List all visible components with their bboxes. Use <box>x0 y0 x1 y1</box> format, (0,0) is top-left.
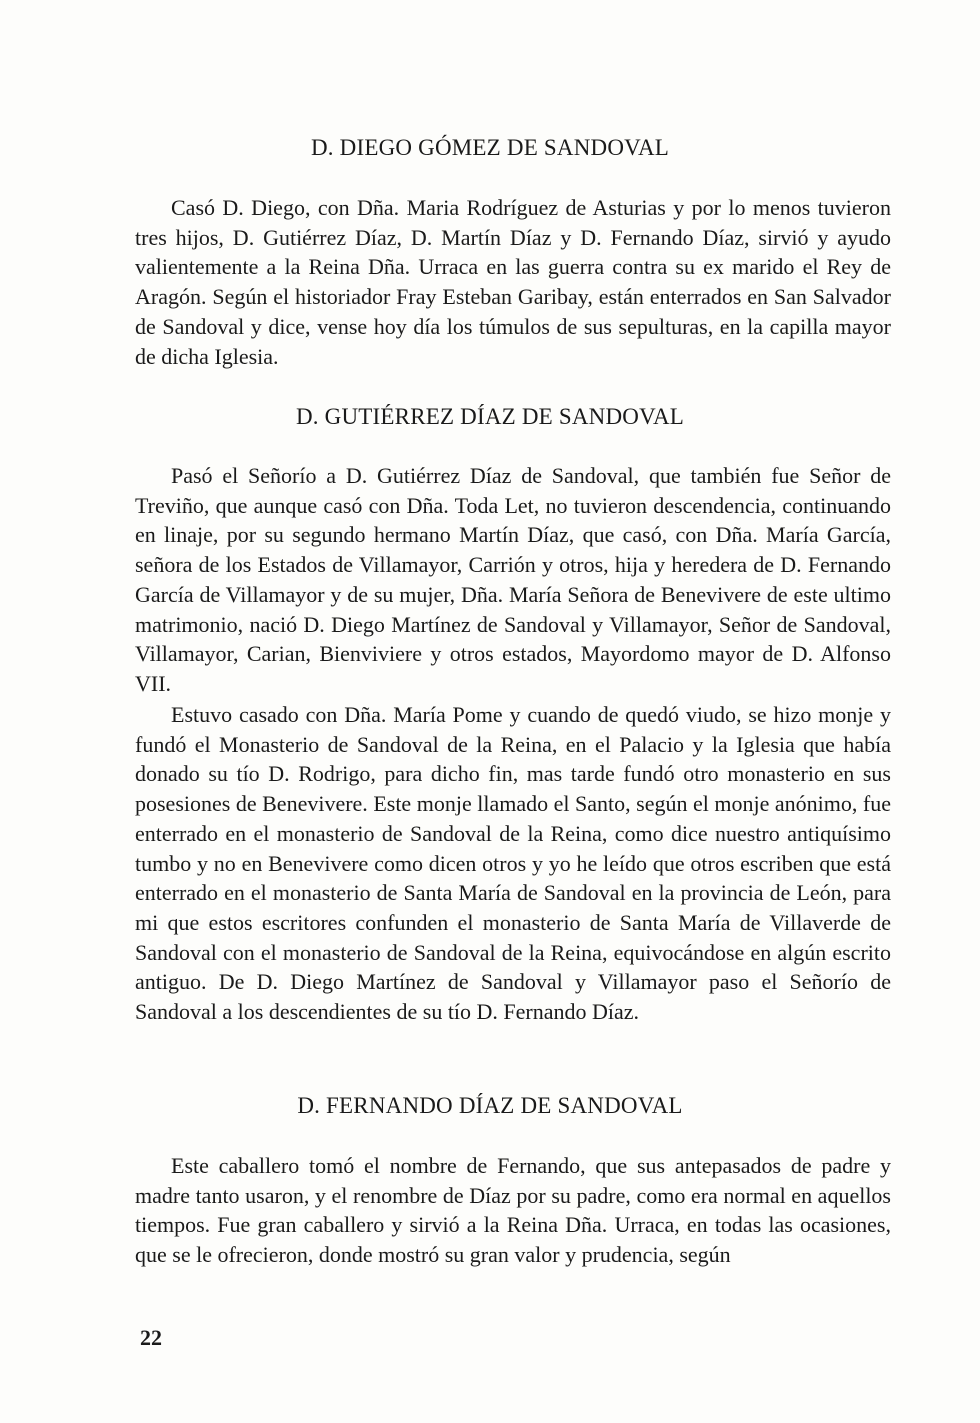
section-heading-fernando-diaz: D. FERNANDO DÍAZ DE SANDOVAL <box>297 1093 683 1118</box>
paragraph-gutierrez-diaz-2: Estuvo casado con Dña. María Pome y cuando de quedó viudo, se hizo monje y fundó el Monasterio de Sandoval de la Reina, en el Palacio y la Iglesia que había donado su tío D. Rodrigo, para dicho fin, mas tarde fundó otro monasterio en sus posesiones de Benevivere. Este monje llamado el Santo, según el monje anónimo, fue enterrado en el monasterio de Sandoval de la Reina, como dice nuestro antiquísimo tumbo y no en Benevivere como dicen otros y yo he leído que otros escriben que está enterrado en el monasterio de Santa María de Sandoval en la provincia de León, para mi que estos escritores confunden el monasterio de Santa María de Villaverde de Sandoval con el monasterio de Sandoval de la Reina, equivocándose en algún escrito antiguo. De D. Diego Martínez de Sandoval y Villamayor paso el Señorío de Sandoval a los descendientes de su tío D. Fernando Díaz. <box>135 702 891 1025</box>
paragraph-fernando-diaz: Este caballero tomó el nombre de Fernando, que sus antepasados de padre y madre tanto usaron, y el renombre de Díaz por su padre, como era normal en aquellos tiempos. Fue gran caballero y sirvió a la Reina Dña. Urraca, en todas las ocasiones, que se le ofrecieron, donde mostró su gran valor y prudencia, según <box>135 1153 891 1268</box>
page-number: 22 <box>140 1325 162 1350</box>
paragraph-diego-gomez: Casó D. Diego, con Dña. Maria Rodríguez de Asturias y por lo menos tuvieron tres hijos, D. Gutiérrez Díaz, D. Martín Díaz y D. Fernando Díaz, sirvió y ayudo valientemente a la Reina Dña. Urraca en las guerra contra su ex marido el Rey de Aragón. Según el historiador Fray Esteban Garibay, están enterrados en San Salvador de Sandoval y dice, vense hoy día los túmulos de sus sepulturas, en la capilla mayor de dicha Iglesia. <box>135 195 891 369</box>
section-heading-gutierrez-diaz: D. GUTIÉRREZ DÍAZ DE SANDOVAL <box>295 404 685 429</box>
section-heading-diego-gomez: D. DIEGO GÓMEZ DE SANDOVAL <box>310 135 670 160</box>
paragraph-gutierrez-diaz-1: Pasó el Señorío a D. Gutiérrez Díaz de Sandoval, que también fue Señor de Treviño, que aunque casó con Dña. Toda Let, no tuvieron descendencia, continuando en linaje, por su segundo hermano Martín Díaz, que casó, con Dña. María García, señora de los Estados de Villamayor, Carrión y otros, hija y heredera de D. Fernando García de Villamayor y de su mujer, Dña. María Señora de Benevivere de este ultimo matrimonio, nació D. Diego Martínez de Sandoval y Villamayor, Señor de Sandoval, Villamayor, Carian, Bienviviere y otros estados, Mayordomo mayor de D. Alfonso VII. <box>135 463 891 696</box>
